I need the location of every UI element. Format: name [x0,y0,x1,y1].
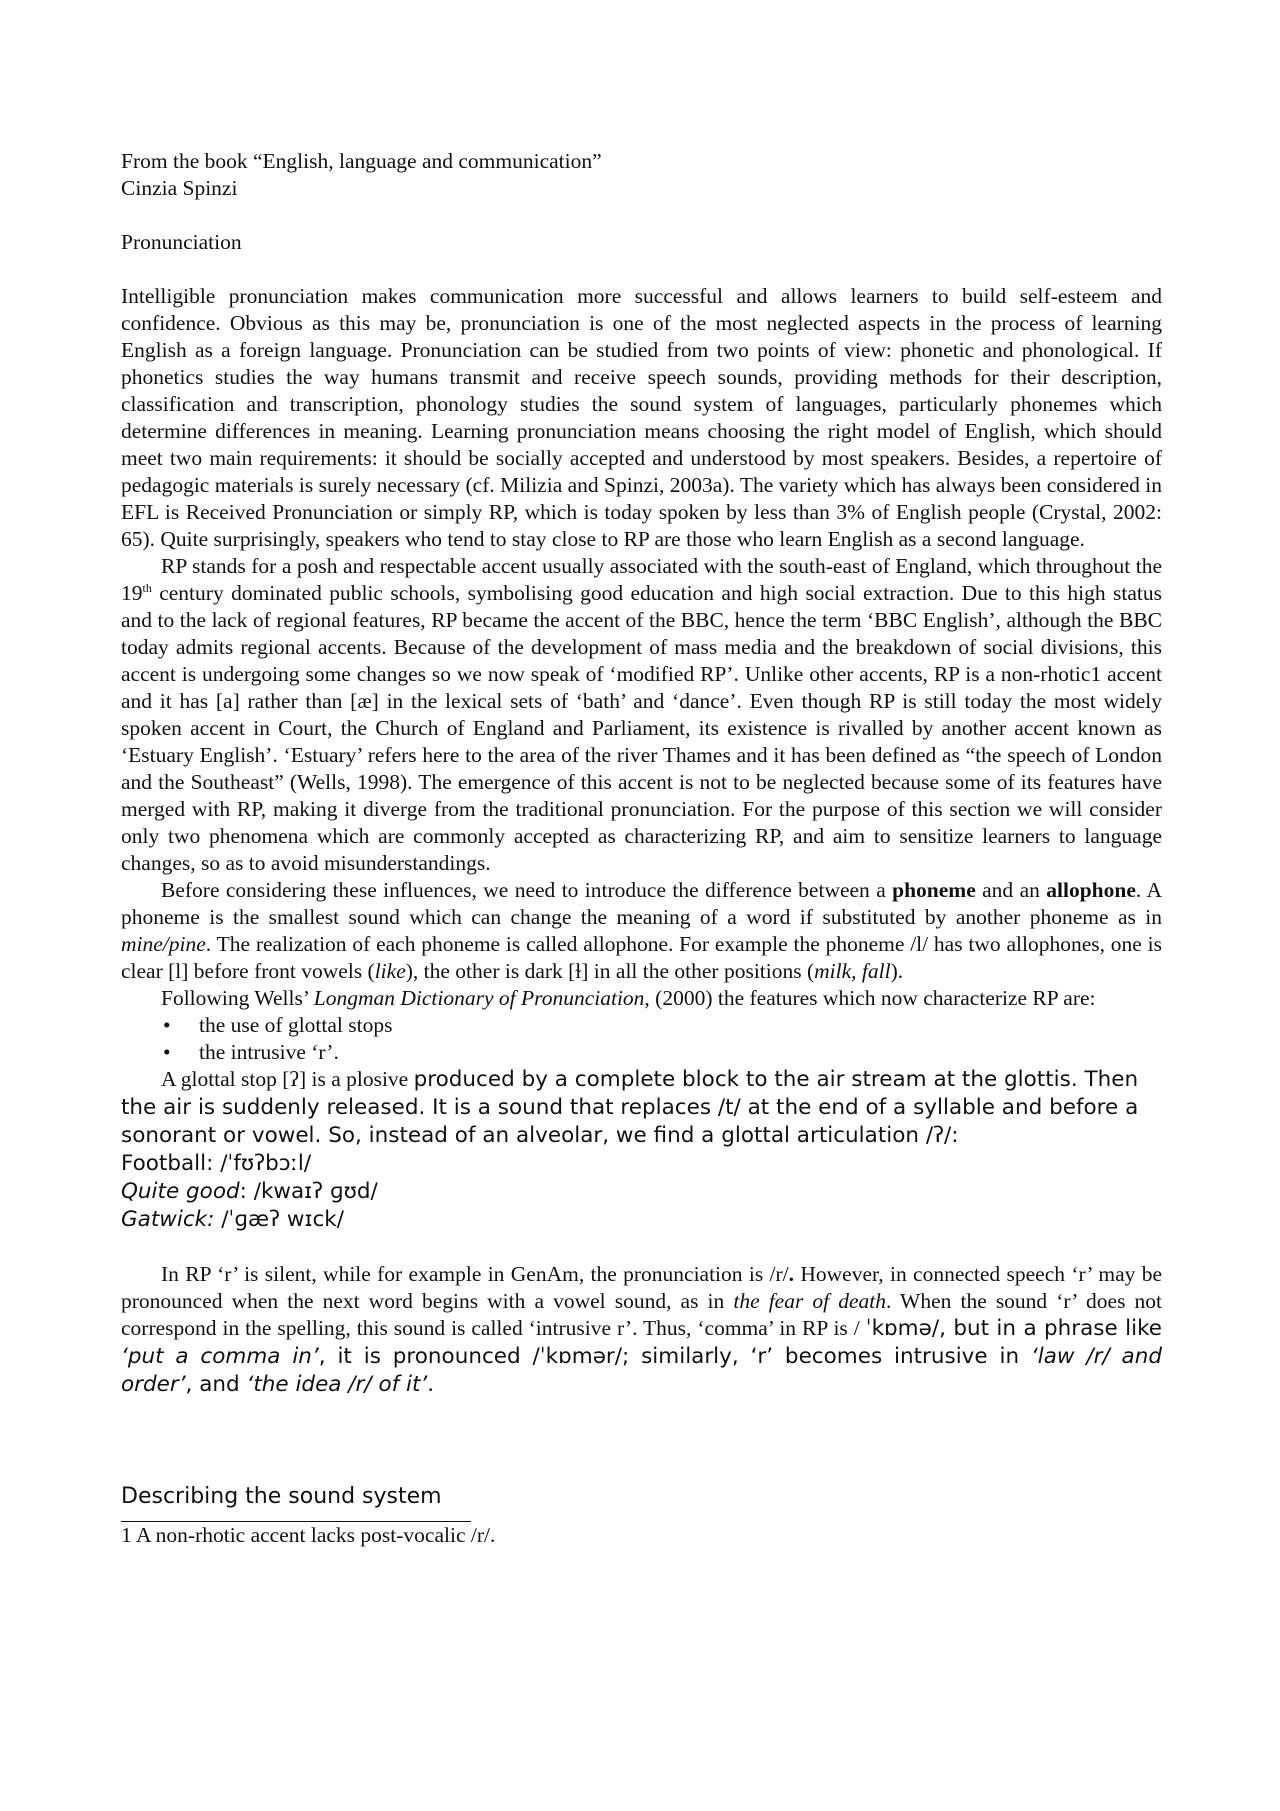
author-name: Cinzia Spinzi [121,176,238,200]
paragraph-intrusive-r: In RP ‘r’ is silent, while for example in GenAm, the pronunciation is /r/. However, in connected speech ‘r’ may be pronounced when the next word begins with a vowel sound, as in the fear of death. When the sound ‘r’ does not correspond in the spelling, this sound is called ‘intrusive r’. Thus, ‘comma’ in RP is / ˈkɒmə/, but in a phrase like ‘put a comma in’, it is pronounced /ˈkɒmər/; similarly, ‘r’ becomes intrusive in ‘law /r/ and order’, and ‘the idea /r/ of it’. [121,1262,1163,1397]
bullet-icon: • [163,1013,171,1037]
superscript-th: th [142,580,152,595]
list-item: • the use of glottal stops [163,1013,393,1037]
paragraph-phoneme: Before considering these influences, we need to introduce the difference between a phoneme and an allophone. A phoneme is the smallest sound which can change the meaning of a word if substituted by another phoneme as in mine/pine. The realization of each phoneme is called allophone. For example the phoneme /l/ has two allophones, one is clear [l] before front vowels (like), the other is dark [ɫ] in all the other positions (milk, fall). [121,878,1162,983]
footnote-ref[interactable]: 1 [1090,662,1102,686]
paragraph-intro: Intelligible pronunciation makes communication more successful and allows learners to build self-esteem and confidence. Obvious as this may be, pronunciation is one of the most neglected aspects in the process of learning English as a foreign language. Pronunciation can be studied from two points of view: phonetic and phonological. If phonetics studies the way humans transmit and receive speech sounds, providing methods for their description, classification and transcription, phonology studies the sound system of languages, particularly phonemes which determine differences in meaning. Learning pronunciation means choosing the right model of English, which should meet two main requirements: it should be socially accepted and understood by most speakers. Besides, a repertoire of pedagogic materials is surely necessary (cf. Milizia and Spinzi, 2003a). The variety which has always been considered in EFL is Received Pronunciation or simply RP, which is today spoken by less than 3% of English people (Crystal, 2002: 65). Quite surprisingly, speakers who tend to stay close to RP are those who learn English as a second language. [121,284,1162,551]
bullet-icon: • [163,1040,171,1064]
list-item: • the intrusive ‘r’. [163,1040,339,1064]
example-gatwick: Gatwick: /ˈɡæʔ wɪck/ [121,1207,344,1232]
term-allophone: allophone [1046,878,1136,902]
paragraph-wells: Following Wells’ Longman Dictionary of Pronunciation, (2000) the features which now characterize RP are: [161,986,1096,1010]
footnote: 1 A non-rhotic accent lacks post-vocalic /r/. [121,1523,496,1547]
example-football: Football: /ˈfʊʔbɔːl/ [121,1151,312,1176]
section-title: Pronunciation [121,230,242,254]
feature-list [121,1012,1162,1066]
footnote-number: 1 [121,1523,132,1547]
source-line: From the book “English, language and communication” [121,149,602,173]
paragraph-rp: RP stands for a posh and respectable accent usually associated with the south-east of England, which throughout the 19th century dominated public schools, symbolising good education and high social extraction. Due to this high status and to the lack of regional features, RP became the accent of the BBC, hence the term ‘BBC English’, although the BBC today admits regional accents. Because of the development of mass media and the breakdown of social divisions, this accent is undergoing some changes so we now speak of ‘modified RP’. Unlike other accents, RP is a non-rhotic1 accent and it has [a] rather than [æ] in the lexical sets of ‘bath’ and ‘dance’. Even though RP is still today the most widely spoken accent in Court, the Church of England and Parliament, its existence is rivalled by another accent known as ‘Estuary English’. ‘Estuary’ refers here to the area of the river Thames and it has been defined as “the speech of London and the Southeast” (Wells, 1998). The emergence of this accent is not to be neglected because some of its features have merged with RP, making it diverge from the traditional pronunciation. For the purpose of this section we will consider only two phenomena which are commonly accepted as characterizing RP, and aim to sensitize learners to language changes, so as to avoid misunderstandings. [121,554,1162,875]
term-phoneme: phoneme [892,878,976,902]
paragraph-glottal: A glottal stop [ʔ] is a plosive produced by a complete block to the air stream at the glottis. Then the air is suddenly released. It is a sound that replaces /t/ at the end of a syllable and before a sonorant or vowel. So, instead of an alveolar, we find a glottal articulation /ʔ/: [121,1067,1139,1148]
example-quite-good: Quite good: /kwaɪʔ ɡʊd/ [121,1179,378,1204]
subheading-sound-system: Describing the sound system [121,1484,442,1509]
book-title: Longman Dictionary of Pronunciation [313,986,645,1010]
